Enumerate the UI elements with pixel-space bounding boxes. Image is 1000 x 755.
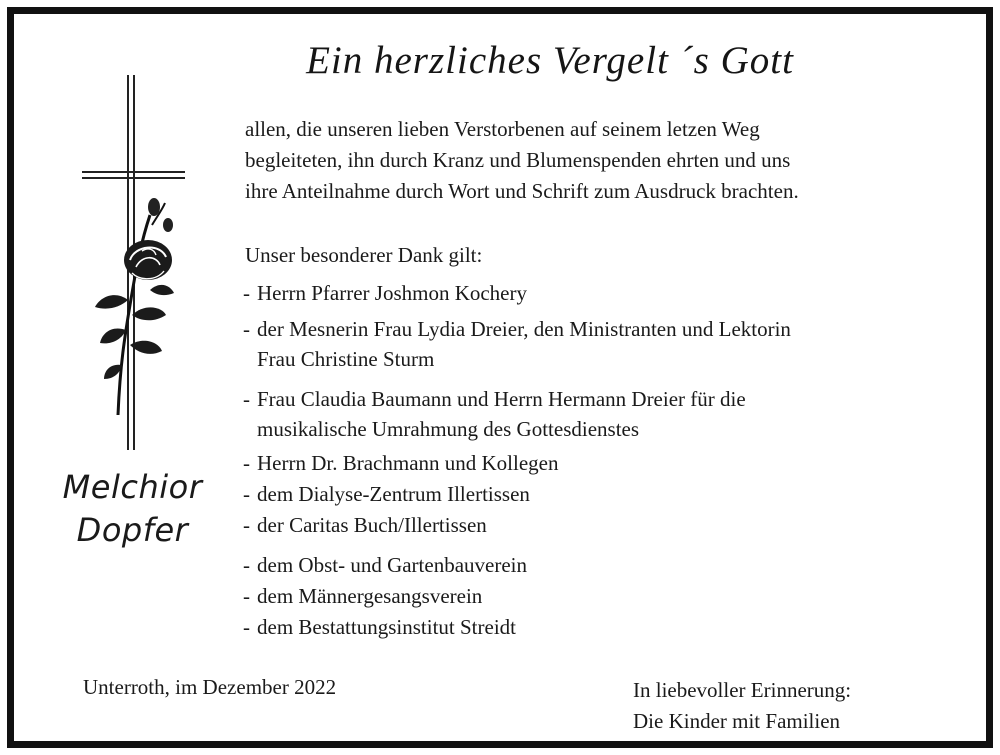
thanks-item [243,510,487,540]
bullet: - [243,615,250,639]
bullet: - [243,513,250,537]
bullet: - [243,451,250,475]
bullet: - [243,281,250,305]
signature [633,675,851,737]
thanks-item [243,278,527,308]
thanks-item-text: dem Männergesangsverein [257,584,483,608]
thanks-item-continuation: musikalische Umrahmung des Gottesdienstes [257,417,640,441]
thanks-item [243,479,530,509]
thanks-item [243,581,482,611]
thanks-item [243,384,746,444]
cross-with-rose-icon [70,75,190,455]
thanks-item-text: Herrn Dr. Brachmann und Kollegen [257,451,559,475]
intro-text [245,114,965,207]
thanks-item-continuation: Frau Christine Sturm [257,347,435,371]
bullet: - [243,387,250,411]
thanks-item-text: dem Dialyse-Zentrum Illertissen [257,482,530,506]
thanks-item [243,550,527,580]
deceased-last-name: Dopfer [76,511,189,549]
signature-line: In liebevoller Erinnerung: [633,678,852,702]
thanks-item-text: Frau Claudia Baumann und Herrn Hermann Dreier für die [257,387,746,411]
bullet: - [243,584,250,608]
thanks-heading: Unser besonderer Dank gilt: [245,243,483,267]
thanks-item [243,448,559,478]
bullet: - [243,553,250,577]
intro-line: allen, die unseren lieben Verstorbenen auf seinem letzen Weg [245,117,760,141]
thanks-item [243,612,516,642]
thanks-item-text: dem Bestattungsinstitut Streidt [257,615,516,639]
place-date: Unterroth, im Dezember 2022 [83,675,337,699]
thanks-item-text: der Mesnerin Frau Lydia Dreier, den Ministranten und Lektorin [257,317,791,341]
thanks-item-text: Herrn Pfarrer Joshmon Kochery [257,281,527,305]
page-title: Ein herzliches Vergelt ´s Gott [306,39,794,82]
bullet: - [243,317,250,341]
intro-line: ihre Anteilnahme durch Wort und Schrift zum Ausdruck brachten. [245,179,799,203]
thanks-item-text: dem Obst- und Gartenbauverein [257,553,527,577]
deceased-first-name: Melchior [62,468,203,506]
signature-line: Die Kinder mit Familien [633,709,841,733]
bullet: - [243,482,250,506]
intro-line: begleiteten, ihn durch Kranz und Blumenspenden ehrten und uns [245,148,791,172]
thanks-item-text: der Caritas Buch/Illertissen [257,513,487,537]
thanks-item [243,314,791,374]
